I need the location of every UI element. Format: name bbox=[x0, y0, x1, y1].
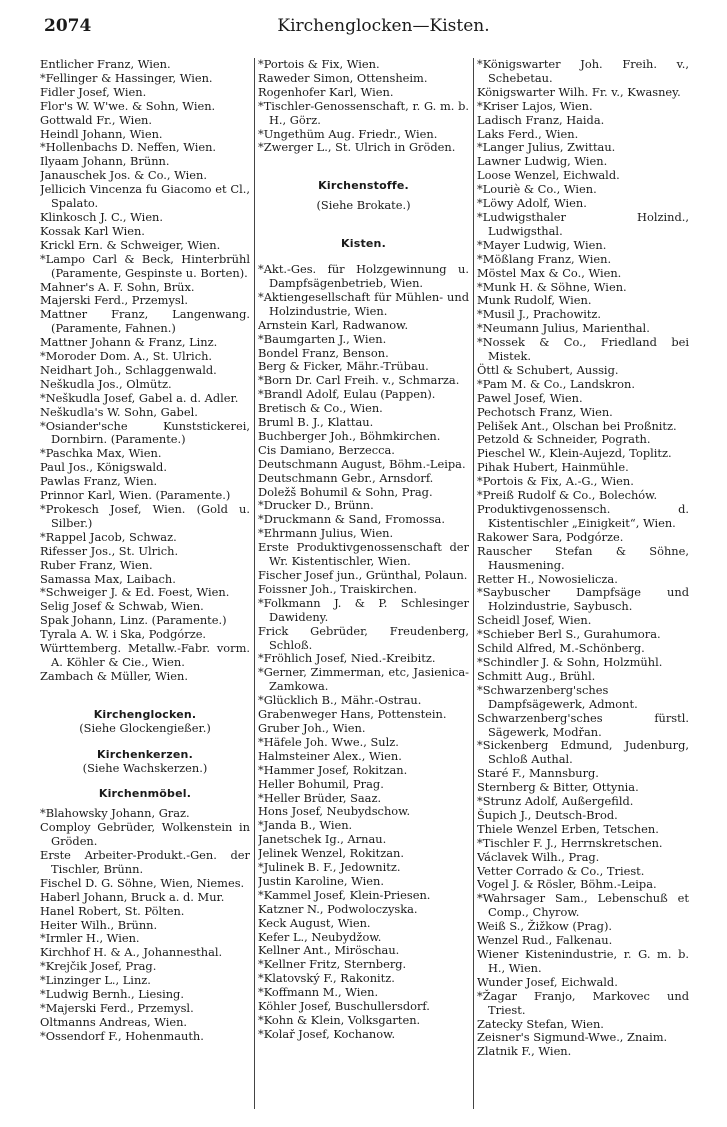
directory-entry: Cis Damiano, Berzecca. bbox=[258, 442, 395, 457]
directory-entry: Rakower Sara, Podgórze. bbox=[477, 529, 624, 544]
directory-entry: *Druckmann & Sand, Fromossa. bbox=[258, 512, 445, 527]
directory-entry: Majerski Ferd., Przemysl. bbox=[40, 293, 188, 308]
directory-entry: Heiter Wilh., Brünn. bbox=[40, 917, 158, 932]
column-left bbox=[40, 58, 250, 1113]
directory-entry: Fischer Josef jun., Grünthal, Polaun. bbox=[258, 568, 468, 582]
directory-entry: Klinkosch J. C., Wien. bbox=[40, 209, 164, 224]
directory-entry: Munk Rudolf, Wien. bbox=[477, 293, 592, 308]
section-heading-kirchenmoebel: Kirchenmöbel. bbox=[98, 787, 192, 801]
section-heading-kirchenkerzen: Kirchenkerzen. bbox=[97, 747, 193, 761]
directory-entry: *Fellinger & Hassinger, Wien. bbox=[40, 70, 213, 85]
directory-entry: Paul Jos., Königswald. bbox=[40, 460, 167, 475]
directory-entry: Mahner's A. F. Sohn, Brüx. bbox=[40, 279, 195, 294]
directory-entry: *Sickenberg Edmund, Judenburg, Schloß Authal. bbox=[477, 738, 689, 767]
directory-entry: Kossak Karl Wien. bbox=[40, 223, 145, 238]
directory-entry: *Neškudla Josef, Gabel a. d. Adler. bbox=[40, 390, 239, 405]
directory-entry: Buchberger Joh., Böhmkirchen. bbox=[258, 428, 441, 443]
directory-entry: Heller Bohumil, Prag. bbox=[258, 776, 384, 791]
directory-entry: Samassa Max, Laibach. bbox=[40, 571, 176, 586]
directory-entry: Haberl Johann, Bruck a. d. Mur. bbox=[40, 889, 225, 904]
directory-entry: *Osiander'sche Kunststickerei, Dornbirn. (Paramente.) bbox=[40, 418, 250, 447]
cross-reference: (Siehe Wachskerzen.) bbox=[82, 760, 208, 775]
directory-entry: Königswarter Wilh. Fr. v., Kwasney. bbox=[477, 84, 681, 99]
directory-entry: Vogel J. & Rösler, Böhm.-Leipa. bbox=[477, 877, 657, 892]
directory-entry: *Munk H. & Söhne, Wien. bbox=[477, 279, 627, 294]
directory-entry: *Rappel Jacob, Schwaz. bbox=[40, 529, 177, 544]
directory-entry: Weiß S., Žižkow (Prag). bbox=[477, 919, 613, 934]
directory-entry: *Löwy Adolf, Wien. bbox=[477, 196, 587, 211]
directory-entry: *Koffmann M., Wien. bbox=[258, 985, 379, 1000]
directory-entry: *Akt.-Ges. für Holzgewinnung u. Dampfsägenbetrieb, Wien. bbox=[258, 262, 469, 290]
directory-entry: *Preiß Rudolf & Co., Bolechów. bbox=[477, 488, 658, 503]
directory-entry: Mattner Johann & Franz, Linz. bbox=[40, 335, 218, 350]
directory-entry: *Brandl Adolf, Eulau (Pappen). bbox=[258, 387, 436, 402]
directory-entry: Thiele Wenzel Erben, Tetschen. bbox=[477, 821, 659, 836]
directory-entry: *Schindler J. & Sohn, Holzmühl. bbox=[477, 654, 663, 669]
directory-entry: Bondel Franz, Benson. bbox=[258, 345, 389, 360]
directory-entry: Pawlas Franz, Wien. bbox=[40, 474, 158, 489]
directory-entry: *Moroder Dom. A., St. Ulrich. bbox=[40, 349, 213, 364]
directory-entry: Šupich J., Deutsch-Brod. bbox=[477, 807, 618, 822]
directory-entry: Comploy Gebrüder, Wolkenstein in Gröden. bbox=[40, 820, 250, 849]
entry-list bbox=[40, 807, 250, 1043]
directory-entry: Pieschel W., Klein-Aujezd, Toplitz. bbox=[477, 446, 672, 461]
directory-entry: Wiener Kistenindustrie, r. G. m. b. H., Wien. bbox=[477, 947, 689, 975]
directory-entry: Jelinek Wenzel, Rokitzan. bbox=[258, 846, 404, 861]
directory-entry: Raweder Simon, Ottensheim. bbox=[258, 70, 428, 85]
directory-entry: *Majerski Ferd., Przemysl. bbox=[40, 1001, 194, 1015]
directory-entry: *Glücklich B., Mähr.-Ostrau. bbox=[258, 693, 422, 708]
directory-entry: Václavek Wilh., Prag. bbox=[477, 849, 600, 864]
directory-entry: *Folkmann J. & P. Schlesinger Dawideny. bbox=[258, 595, 469, 624]
directory-entry: Heindl Johann, Wien. bbox=[40, 126, 163, 141]
directory-entry: *Schweiger J. & Ed. Foest, Wien. bbox=[40, 585, 230, 600]
directory-entry: Ilyaam Johann, Brünn. bbox=[40, 154, 170, 169]
directory-entry: *Kolař Josef, Kochanow. bbox=[258, 1026, 396, 1041]
directory-entry: *Fröhlich Josef, Nied.-Kreibitz. bbox=[258, 651, 436, 666]
directory-entry: Hons Josef, Neubydschow. bbox=[258, 804, 411, 819]
directory-entry: Zlatnik F., Wien. bbox=[477, 1044, 572, 1059]
directory-entry: *Pam M. & Co., Landskron. bbox=[477, 376, 635, 391]
directory-entry: Justin Karoline, Wien. bbox=[258, 873, 384, 888]
entry-list bbox=[258, 58, 469, 155]
directory-entry: Bruml B. J., Klattau. bbox=[258, 415, 374, 430]
directory-entry: Grabenweger Hans, Pottenstein. bbox=[258, 707, 447, 722]
directory-entry: Flor's W. W'we. & Sohn, Wien. bbox=[40, 98, 216, 113]
directory-entry: Rogenhofer Karl, Wien. bbox=[258, 84, 394, 99]
directory-entry: *Saybuscher Dampfsäge und Holzindustrie, Saybusch. bbox=[477, 585, 689, 614]
directory-entry: Berg & Ficker, Mähr.-Trübau. bbox=[258, 359, 429, 374]
directory-entry: *Hollenbachs D. Neffen, Wien. bbox=[40, 140, 217, 155]
directory-entry: *Kriser Lajos, Wien. bbox=[477, 98, 593, 113]
directory-entry: *Ossendorf F., Hohenmauth. bbox=[40, 1028, 204, 1043]
directory-entry: Vetter Corrado & Co., Triest. bbox=[477, 863, 645, 878]
directory-entry: *Žagar Franjo, Markovec und Triest. bbox=[477, 988, 689, 1017]
directory-entry: Fidler Josef, Wien. bbox=[40, 84, 147, 99]
directory-entry: *Schwarzenberg'sches Dampfsägewerk, Admont. bbox=[477, 682, 638, 711]
directory-entry: *Ungethüm Aug. Friedr., Wien. bbox=[258, 126, 438, 141]
directory-entry: *Tischler F. J., Herrnskretschen. bbox=[477, 835, 663, 850]
column-right bbox=[477, 58, 689, 1113]
directory-entry: Wenzel Rud., Falkenau. bbox=[477, 933, 613, 948]
directory-entry: Loose Wenzel, Eichwald. bbox=[477, 168, 620, 183]
directory-entry: *Portois & Fix, Wien. bbox=[258, 58, 380, 71]
directory-entry: *Baumgarten J., Wien. bbox=[258, 331, 387, 346]
directory-entry: *Paschka Max, Wien. bbox=[40, 446, 162, 461]
page-number: 2074 bbox=[44, 16, 92, 36]
directory-entry: *Häfele Joh. Wwe., Sulz. bbox=[258, 734, 399, 749]
directory-entry: Bretisch & Co., Wien. bbox=[258, 401, 383, 416]
directory-entry: *Strunz Adolf, Außergefild. bbox=[477, 794, 634, 809]
directory-entry: *Drucker D., Brünn. bbox=[258, 498, 374, 513]
directory-entry: *Aktiengesellschaft für Mühlen- und Holzindustrie, Wien. bbox=[258, 289, 469, 318]
directory-entry: Keck August, Wien. bbox=[258, 915, 371, 930]
entry-list bbox=[40, 58, 250, 684]
directory-entry: Gottwald Fr., Wien. bbox=[40, 112, 153, 127]
directory-entry: Köhler Josef, Buschullersdorf. bbox=[258, 999, 430, 1014]
directory-entry: Erste Arbeiter-Produkt.-Gen. der Tischler, Brünn. bbox=[40, 848, 250, 876]
directory-entry: *Janda B., Wien. bbox=[258, 818, 353, 833]
directory-entry: Produktivgenossensch. d. Kistentischler „Einigkeit“, Wien. bbox=[477, 502, 689, 530]
directory-entry: *Ludwig Bernh., Liesing. bbox=[40, 987, 184, 1002]
directory-entry: Rauscher Stefan & Söhne, Hausmening. bbox=[477, 543, 689, 572]
directory-entry: *Kammel Josef, Klein-Priesen. bbox=[258, 887, 431, 902]
directory-entry: Staré F., Mannsburg. bbox=[477, 766, 599, 781]
column-rule bbox=[254, 58, 255, 1109]
directory-entry: Arnstein Karl, Radwanow. bbox=[258, 317, 409, 332]
section-heading-kirchenglocken: Kirchenglocken. bbox=[93, 707, 197, 721]
directory-entry: *Königswarter Joh. Freih. v., Schebetau. bbox=[477, 58, 689, 85]
directory-entry: Ruber Franz, Wien. bbox=[40, 557, 153, 572]
directory-entry: *Kellner Fritz, Sternberg. bbox=[258, 957, 407, 972]
directory-entry: Janauschek Jos. & Co., Wien. bbox=[40, 168, 207, 183]
running-title: Kirchenglocken—Kisten. bbox=[277, 16, 490, 36]
directory-entry: Zeisner's Sigmund-Wwe., Znaim. bbox=[477, 1030, 668, 1045]
directory-entry: *Ludwigsthaler Holzind., Ludwigsthal. bbox=[477, 209, 689, 238]
directory-entry: Prinnor Karl, Wien. (Paramente.) bbox=[40, 488, 231, 503]
directory-entry: *Prokesch Josef, Wien. (Gold u. Silber.) bbox=[40, 502, 250, 530]
directory-entry: *Portois & Fix, A.-G., Wien. bbox=[477, 474, 634, 489]
directory-entry: Doležš Bohumil & Sohn, Prag. bbox=[258, 484, 433, 499]
directory-entry: Schmitt Aug., Brühl. bbox=[477, 668, 596, 683]
directory-entry: *Klatovský F., Rakonitz. bbox=[258, 971, 395, 986]
directory-entry: *Langer Julius, Zwittau. bbox=[477, 140, 616, 155]
directory-entry: Retter H., Nowosielicza. bbox=[477, 571, 618, 586]
directory-entry: Spak Johann, Linz. (Paramente.) bbox=[40, 613, 227, 628]
directory-entry: *Mößlang Franz, Wien. bbox=[477, 251, 612, 266]
directory-entry: *Hammer Josef, Rokitzan. bbox=[258, 762, 408, 777]
directory-entry: Petzold & Schneider, Pograth. bbox=[477, 432, 651, 447]
directory-entry: Kefer L., Neubydžow. bbox=[258, 929, 382, 944]
directory-entry: *Heller Brüder, Saaz. bbox=[258, 790, 382, 805]
directory-entry: Öttl & Schubert, Aussig. bbox=[477, 362, 619, 377]
directory-entry: Pechotsch Franz, Wien. bbox=[477, 404, 613, 419]
directory-entry: Jellicich Vincenza fu Giacomo et Cl., Spalato. bbox=[40, 182, 250, 211]
directory-entry: *Louriè & Co., Wien. bbox=[477, 182, 597, 197]
directory-entry: *Julinek B. F., Jedownitz. bbox=[258, 860, 401, 875]
directory-entry: Kirchhof H. & A., Johannesthal. bbox=[40, 945, 223, 960]
directory-entry: *Born Dr. Carl Freih. v., Schmarza. bbox=[258, 373, 460, 388]
page-header bbox=[0, 16, 727, 44]
directory-entry: *Schieber Berl S., Gurahumora. bbox=[477, 627, 661, 642]
directory-entry: Gruber Joh., Wien. bbox=[258, 720, 366, 735]
directory-entry: Tyrala A. W. i Ska, Podgórze. bbox=[40, 627, 207, 642]
directory-entry: *Blahowsky Johann, Graz. bbox=[40, 806, 190, 821]
directory-entry: Württemberg. Metallw.-Fabr. vorm. A. Köhler & Cie., Wien. bbox=[40, 641, 250, 669]
directory-entry: *Mayer Ludwig, Wien. bbox=[477, 237, 607, 252]
directory-entry: *Nossek & Co., Friedland bei Mistek. bbox=[477, 335, 689, 364]
cross-reference: (Siehe Glockengießer.) bbox=[79, 720, 211, 735]
directory-entry: *Tischler-Genossenschaft, r. G. m. b. H., Görz. bbox=[258, 98, 469, 127]
directory-entry: Deutschmann Gebr., Arnsdorf. bbox=[258, 470, 434, 485]
directory-entry: *Irmler H., Wien. bbox=[40, 931, 140, 946]
directory-entry: Neškudla Jos., Olmütz. bbox=[40, 376, 172, 391]
directory-entry: Zatecky Stefan, Wien. bbox=[477, 1016, 604, 1031]
directory-entry: Zambach & Müller, Wien. bbox=[40, 668, 188, 683]
directory-entry: *Wahrsager Sam., Lebenschuß et Comp., Chyrow. bbox=[477, 891, 689, 920]
directory-entry: *Gerner, Zimmerman, etc, Jasienica-Zamkowa. bbox=[258, 665, 469, 694]
cross-reference: (Siehe Brokate.) bbox=[316, 198, 411, 213]
directory-entry: Foissner Joh., Traiskirchen. bbox=[258, 581, 417, 596]
directory-entry: Pawel Josef, Wien. bbox=[477, 390, 583, 405]
column-rule bbox=[473, 58, 474, 1109]
directory-entry: Pihak Hubert, Hainmühle. bbox=[477, 460, 629, 475]
directory-entry: *Linzinger L., Linz. bbox=[40, 973, 151, 988]
directory-entry: Oltmanns Andreas, Wien. bbox=[40, 1014, 188, 1029]
column-middle bbox=[258, 58, 469, 1113]
directory-entry: Pelišek Ant., Olschan bei Proßnitz. bbox=[477, 418, 677, 433]
directory-entry: Schwarzenberg'sches fürstl. Sägewerk, Modřan. bbox=[477, 710, 689, 739]
directory-entry: Mattner Franz, Langenwang. (Paramente, Fahnen.) bbox=[40, 307, 250, 336]
directory-entry: Janetschek Ig., Arnau. bbox=[258, 832, 387, 847]
directory-entry: Sternberg & Bitter, Ottynia. bbox=[477, 780, 639, 795]
directory-entry: Neškudla's W. Sohn, Gabel. bbox=[40, 404, 198, 419]
directory-entry: Katzner N., Podwoloczyska. bbox=[258, 901, 418, 916]
section-heading-kirchenstoffe: Kirchenstoffe. bbox=[318, 179, 409, 193]
directory-entry: *Kohn & Klein, Volksgarten. bbox=[258, 1013, 421, 1027]
directory-entry: Ladisch Franz, Haida. bbox=[477, 112, 605, 127]
section-heading-kisten: Kisten. bbox=[341, 237, 386, 251]
directory-entry: *Zwerger L., St. Ulrich in Gröden. bbox=[258, 140, 456, 155]
directory-entry: Schild Alfred, M.-Schönberg. bbox=[477, 641, 645, 656]
directory-entry: Neidhart Joh., Schlaggenwald. bbox=[40, 362, 217, 377]
directory-entry: Selig Josef & Schwab, Wien. bbox=[40, 599, 204, 614]
directory-entry: *Neumann Julius, Marienthal. bbox=[477, 321, 650, 336]
directory-entry: *Lampo Carl & Beck, Hinterbrühl (Paramente, Gespinste u. Borten). bbox=[40, 251, 250, 280]
directory-entry: Frick Gebrüder, Freudenberg, Schloß. bbox=[258, 623, 469, 652]
directory-entry: Hanel Robert, St. Pölten. bbox=[40, 903, 185, 918]
directory-entry: *Ehrmann Julius, Wien. bbox=[258, 526, 394, 541]
directory-entry: Wunder Josef, Eichwald. bbox=[477, 974, 618, 989]
directory-entry: Fischel D. G. Söhne, Wien, Niemes. bbox=[40, 875, 245, 890]
directory-entry: Lawner Ludwig, Wien. bbox=[477, 154, 608, 169]
directory-entry: Rifesser Jos., St. Ulrich. bbox=[40, 543, 179, 558]
directory-entry: Erste Produktivgenossenschaft der Wr. Kistentischler, Wien. bbox=[258, 540, 469, 569]
directory-entry: Kellner Ant., Miröschau. bbox=[258, 943, 400, 958]
directory-entry: Krickl Ern. & Schweiger, Wien. bbox=[40, 237, 221, 252]
directory-entry: *Krejčik Josef, Prag. bbox=[40, 959, 157, 974]
directory-entry: Deutschmann August, Böhm.-Leipa. bbox=[258, 456, 466, 471]
entry-list bbox=[258, 263, 469, 1042]
entry-list bbox=[477, 58, 689, 1059]
directory-entry: *Musil J., Prachowitz. bbox=[477, 307, 602, 322]
directory-entry: Halmsteiner Alex., Wien. bbox=[258, 748, 402, 763]
directory-entry: Laks Ferd., Wien. bbox=[477, 126, 579, 141]
directory-entry: Entlicher Franz, Wien. bbox=[40, 58, 171, 71]
directory-entry: Scheidl Josef, Wien. bbox=[477, 613, 592, 628]
directory-entry: Möstel Max & Co., Wien. bbox=[477, 265, 622, 280]
